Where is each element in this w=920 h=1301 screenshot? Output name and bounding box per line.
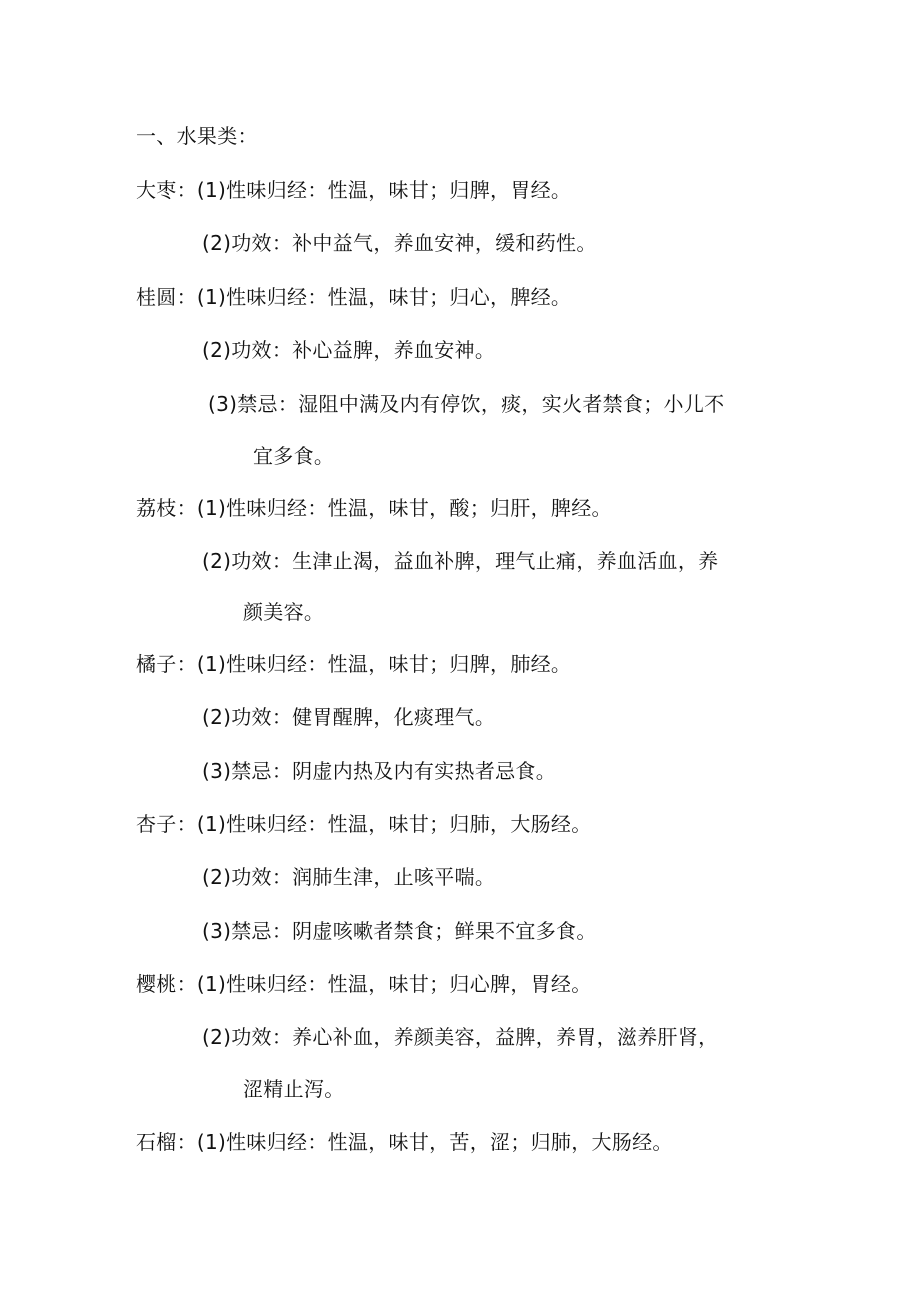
entry-guiyuan-line-2: (2)功效：补心益脾，养血安神。 bbox=[202, 338, 496, 362]
entry-lizhi-line-2: (2)功效：生津止渴，益血补脾，理气止痛，养血活血，养 bbox=[202, 549, 719, 573]
entry-lizhi-line-3: 颜美容。 bbox=[243, 600, 325, 624]
entry-dazao-line-2: (2)功效：补中益气，养血安神，缓和药性。 bbox=[202, 231, 597, 255]
entry-yingtao-line-3: 涩精止泻。 bbox=[243, 1077, 345, 1101]
entry-shiliu-line-1: 石榴：(1)性味归经：性温，味甘，苦，涩；归肺，大肠经。 bbox=[136, 1130, 673, 1154]
entry-yingtao-line-2: (2)功效：养心补血，养颜美容，益脾，养胃，滋养肝肾， bbox=[202, 1025, 719, 1049]
entry-juzi-line-2: (2)功效：健胃醒脾，化痰理气。 bbox=[202, 705, 496, 729]
entry-guiyuan-line-4: 宜多食。 bbox=[253, 444, 335, 468]
entry-xingzi-line-2: (2)功效：润肺生津，止咳平喘。 bbox=[202, 865, 496, 889]
entry-guiyuan-line-1: 桂圆：(1)性味归经：性温，味甘；归心，脾经。 bbox=[136, 285, 572, 309]
entry-juzi-line-3: (3)禁忌：阴虚内热及内有实热者忌食。 bbox=[202, 759, 557, 783]
entry-xingzi-line-1: 杏子：(1)性味归经：性温，味甘；归肺，大肠经。 bbox=[136, 812, 592, 836]
entry-yingtao-line-1: 樱桃：(1)性味归经：性温，味甘；归心脾，胃经。 bbox=[136, 972, 592, 996]
entry-xingzi-line-3: (3)禁忌：阴虚咳嗽者禁食；鲜果不宜多食。 bbox=[202, 919, 597, 943]
entry-lizhi-line-1: 荔枝：(1)性味归经：性温，味甘，酸；归肝，脾经。 bbox=[136, 496, 612, 520]
entry-dazao-line-1: 大枣：(1)性味归经：性温，味甘；归脾，胃经。 bbox=[136, 178, 572, 202]
section-title: 一、水果类： bbox=[136, 124, 258, 148]
entry-guiyuan-line-3: (3)禁忌：湿阻中满及内有停饮，痰，实火者禁食；小儿不 bbox=[208, 392, 725, 416]
entry-juzi-line-1: 橘子：(1)性味归经：性温，味甘；归脾，肺经。 bbox=[136, 652, 572, 676]
